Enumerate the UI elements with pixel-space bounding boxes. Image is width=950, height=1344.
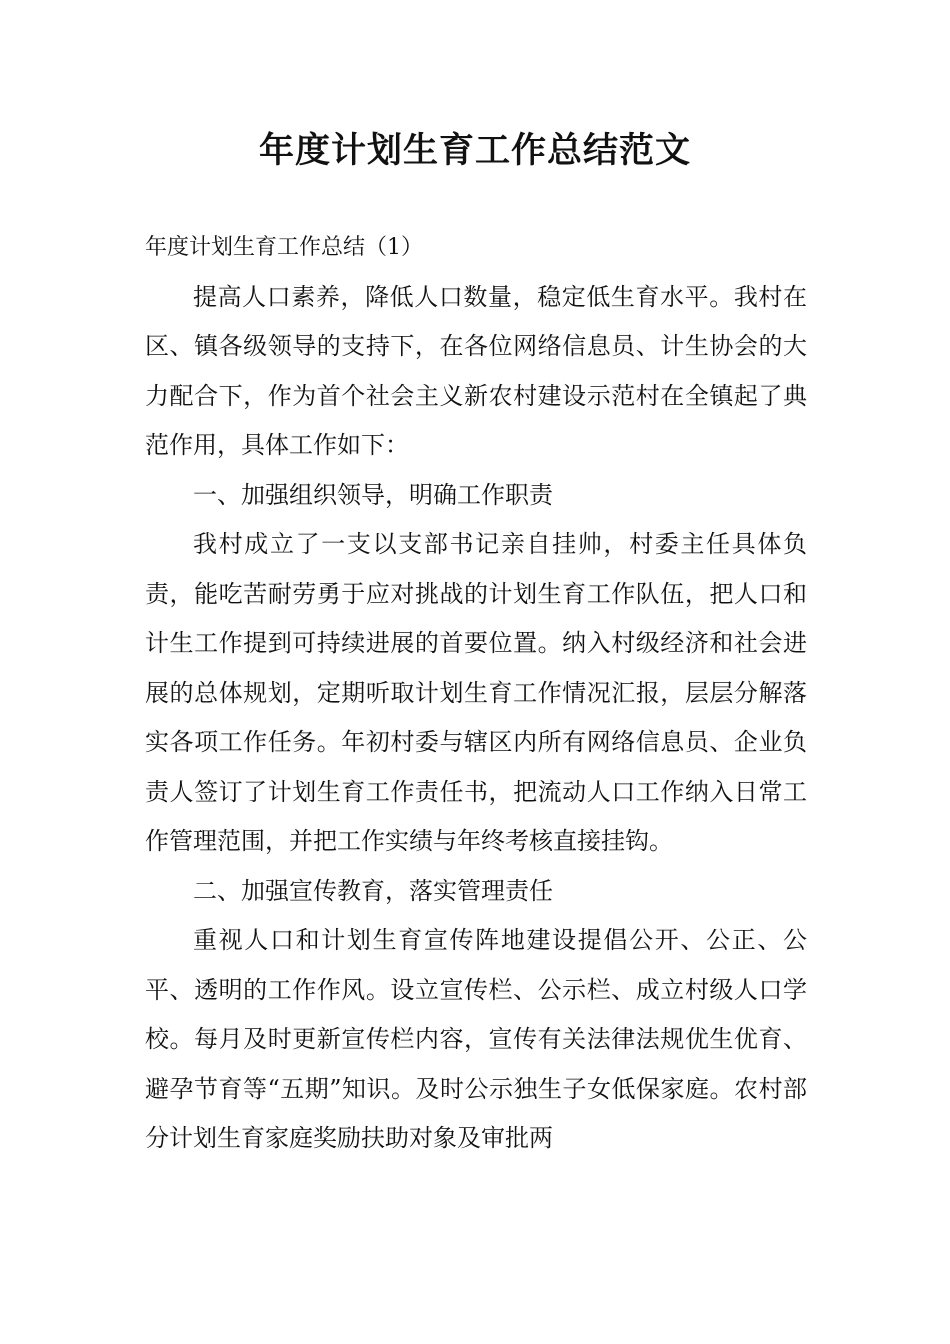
- section-subtitle: 年度计划生育工作总结（1）: [145, 235, 423, 260]
- paragraph-intro: 提高人口素养，降低人口数量，稳定低生育水平。我村在区、镇各级领导的支持下，在各位网络信息员、计生协会的大力配合下，作为首个社会主义新农村建设示范村在全镇起了典范作用，具体工作如下：: [145, 282, 807, 459]
- document-body: [145, 223, 807, 1164]
- section-heading-1: 一、加强组织领导，明确工作职责: [193, 480, 553, 509]
- paragraph-organization: 我村成立了一支以支部书记亲自挂帅，村委主任具体负责，能吃苦耐劳勇于应对挑战的计划生育工作队伍，把人口和计生工作提到可持续进展的首要位置。纳入村级经济和社会进展的总体规划，定期听取计划生育工作情况汇报，层层分解落实各项工作任务。年初村委与辖区内所有网络信息员、企业负责人签订了计划生育工作责任书，把流动人口工作纳入日常工作管理范围，并把工作实绩与年终考核直接挂钩。: [145, 530, 807, 855]
- document-title: 年度计划生育工作总结范文: [258, 131, 691, 171]
- paragraph-publicity: 重视人口和计划生育宣传阵地建设提倡公开、公正、公平、透明的工作作风。设立宣传栏、公示栏、成立村级人口学校。每月及时更新宣传栏内容，宣传有关法律法规优生优育、避孕节育等“五期”知识。及时公示独生子女低保家庭。农村部分计划生育家庭奖励扶助对象及审批两: [145, 926, 807, 1152]
- section-heading-2: 二、加强宣传教育，落实管理责任: [193, 876, 553, 905]
